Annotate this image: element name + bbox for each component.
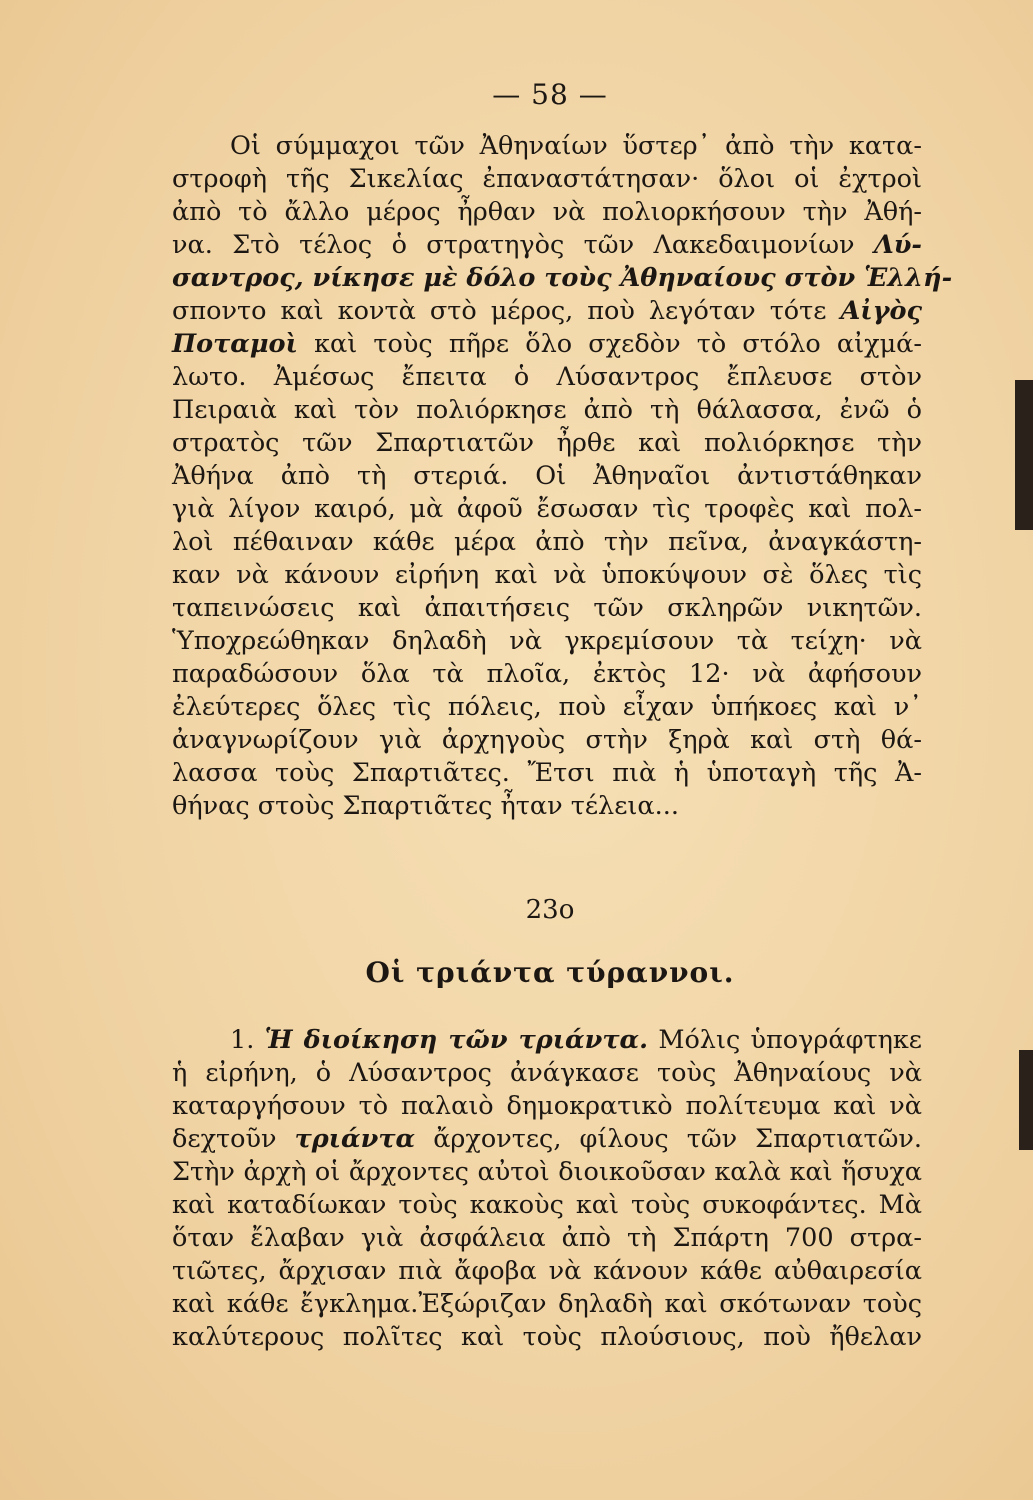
text-fragment: καὶ τοὺς πῆρε ὅλο σχεδὸν τὸ στόλο αἰχμά-	[314, 329, 923, 359]
text-line: καν νὰ κάνουν εἰρήνη καὶ νὰ ὑποκύψουν σὲ ὅλες τὶς	[172, 560, 922, 590]
chapter-title: Οἱ τριάντα τύραννοι.	[365, 956, 735, 989]
text-line: ἐλεύτερες ὅλες τὶς πόλεις, ποὺ εἶχαν ὑπήκοες καὶ ν᾽	[172, 692, 922, 722]
page-number: — 58 —	[492, 78, 608, 111]
text-line	[172, 295, 922, 328]
text-line	[172, 328, 922, 361]
text-fragment: ἄρχοντες, φίλους τῶν Σπαρτιατῶν.	[433, 1124, 923, 1154]
text-line: Ἀθήνα ἀπὸ τὴ στεριά. Οἱ Ἀθηναῖοι ἀντιστάθηκαν	[172, 461, 922, 491]
name-lysandros: Λύ-	[873, 230, 922, 260]
paragraph-2	[172, 1024, 922, 1354]
text-line: καταργήσουν τὸ παλαιὸ δημοκρατικὸ πολίτευμα καὶ νὰ	[172, 1091, 922, 1121]
text-line: θήνας στοὺς Σπαρτιᾶτες ἦταν τέλεια...	[172, 791, 679, 821]
chapter-number: 23ο	[525, 895, 575, 925]
text-line: ἡ εἰρήνη, ὁ Λύσαντρος ἀνάγκασε τοὺς Ἀθηναίους νὰ	[172, 1058, 922, 1088]
text-line: καὶ καταδίωκαν τοὺς κακοὺς καὶ τοὺς συκοφάντες. Μὰ	[172, 1190, 922, 1220]
emphasis-triaNTA: τριάντα	[294, 1124, 416, 1154]
text-line: ταπεινώσεις καὶ ἀπαιτήσεις τῶν σκληρῶν νικητῶν.	[172, 593, 922, 623]
text-line: παραδώσουν ὅλα τὰ πλοῖα, ἐκτὸς 12· νὰ ἀφήσουν	[172, 659, 922, 689]
text-line	[172, 262, 953, 295]
text-line: ὅταν ἔλαβαν γιὰ ἀσφάλεια ἀπὸ τὴ Σπάρτη 700 στρα-	[172, 1223, 922, 1253]
text-line: λοὶ πέθαιναν κάθε μέρα ἀπὸ τὴν πεῖνα, ἀναγκάστη-	[172, 527, 922, 557]
text-fragment: σποντο καὶ κοντὰ στὸ μέρος, ποὺ λεγόταν τότε	[172, 296, 827, 326]
text-line: καλύτερους πολῖτες καὶ τοὺς πλούσιους, ποὺ ἤθελαν	[172, 1322, 922, 1352]
section-number: 1.	[230, 1025, 255, 1055]
text-line: Οἱ σύμμαχοι τῶν Ἀθηναίων ὕστερ᾽ ἀπὸ τὴν κατα-	[230, 131, 922, 161]
text-fragment: να. Στὸ τέλος ὁ στρατηγὸς τῶν Λακεδαιμονίων	[172, 230, 855, 260]
text-line: στρατὸς τῶν Σπαρτιατῶν ἦρθε καὶ πολιόρκησε τὴν	[172, 428, 922, 458]
text-line: Ὑποχρεώθηκαν δηλαδὴ νὰ γκρεμίσουν τὰ τείχη· νὰ	[172, 626, 922, 656]
text-fragment: Μόλις ὑπογράφτηκε	[658, 1025, 923, 1055]
text-line	[172, 1123, 922, 1156]
place-potamoi: Ποταμοὶ	[172, 329, 298, 359]
page-edge-shadow	[1019, 1050, 1033, 1150]
page-edge-shadow	[1015, 380, 1033, 530]
text-line: ἀπὸ τὸ ἄλλο μέρος ἦρθαν νὰ πολιορκήσουν τὴν Ἀθή-	[172, 197, 922, 227]
text-line	[172, 229, 922, 262]
text-line: Πειραιὰ καὶ τὸν πολιόρκησε ἀπὸ τὴ θάλασσα, ἐνῶ ὁ	[172, 395, 922, 425]
section-heading: Ἡ διοίκηση τῶν τριάντα.	[264, 1025, 649, 1055]
text-line: γιὰ λίγον καιρό, μὰ ἀφοῦ ἔσωσαν τὶς τροφὲς καὶ πολ-	[172, 494, 922, 524]
text-line: καὶ κάθε ἔγκλημα.Ἐξώριζαν δηλαδὴ καὶ σκότωναν τοὺς	[172, 1289, 922, 1319]
text-line: ἀναγνωρίζουν γιὰ ἀρχηγοὺς στὴν ξηρὰ καὶ στὴ θά-	[172, 725, 922, 755]
name-lysandros-end: σαντρος, νίκησε μὲ δόλο τοὺς Ἀθηναίους στὸν Ἑλλή-	[172, 263, 953, 293]
text-line: στροφὴ τῆς Σικελίας ἐπαναστάτησαν· ὅλοι οἱ ἐχτροὶ	[172, 164, 922, 194]
text-line: λωτο. Ἀμέσως ἔπειτα ὁ Λύσαντρος ἔπλευσε στὸν	[172, 362, 922, 392]
paragraph-1	[172, 130, 953, 823]
text-line: τιῶτες, ἄρχισαν πιὰ ἄφοβα νὰ κάνουν κάθε αὐθαιρεσία	[172, 1256, 922, 1286]
place-aigos: Αἰγὸς	[840, 296, 923, 326]
text-fragment: δεχτοῦν	[172, 1124, 277, 1154]
text-line	[172, 1024, 922, 1057]
text-line: λασσα τοὺς Σπαρτιᾶτες. Ἔτσι πιὰ ἡ ὑποταγὴ τῆς Ἀ-	[172, 758, 922, 788]
text-line: Στὴν ἀρχὴ οἱ ἄρχοντες αὐτοὶ διοικοῦσαν καλὰ καὶ ἥσυχα	[172, 1157, 922, 1187]
